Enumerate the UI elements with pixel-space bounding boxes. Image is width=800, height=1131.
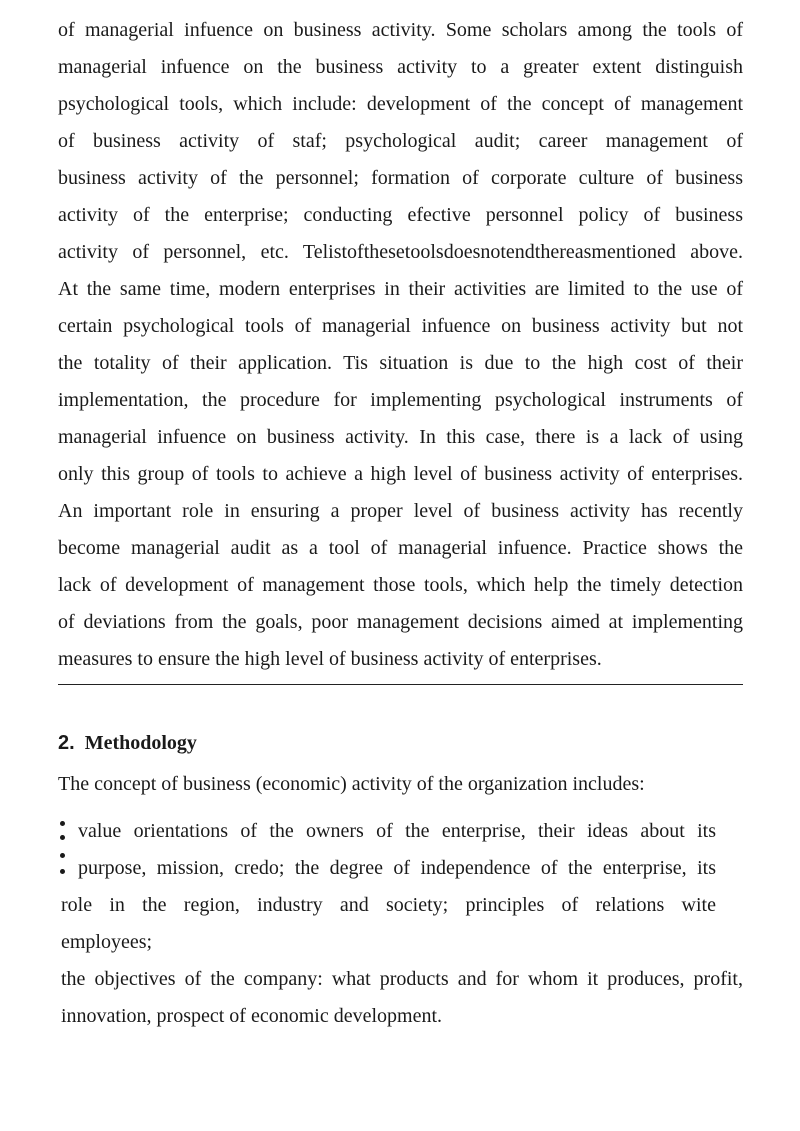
objectives-line: innovation, prospect of economic development.	[61, 1005, 443, 1027]
paragraph-line: measures to ensure the high level of business activity of enterprises.	[58, 648, 602, 670]
paragraph-line: of managerial infuence on business activity. Some scholars among the tools of	[58, 19, 743, 41]
body-paragraph	[58, 12, 743, 678]
bullet-dot-icon	[60, 821, 65, 826]
paragraph-line: activity of personnel, etc. Telistofthesetoolsdoesnotendthereasmentioned above.	[58, 241, 743, 263]
bullet-dot-icon	[60, 835, 65, 840]
paragraph-line: become managerial audit as a tool of managerial infuence. Practice shows the	[58, 537, 743, 559]
bullet-dot-icon	[60, 853, 65, 858]
section-intro: The concept of business (economic) activity of the organization includes:	[58, 773, 645, 795]
paragraph-line: managerial infuence on the business activity to a greater extent distinguish	[58, 56, 743, 78]
paragraph-line: At the same time, modern enterprises in their activities are limited to the use of	[58, 278, 743, 300]
paragraph-line: implementation, the procedure for implementing psychological instruments of	[58, 389, 743, 411]
section-number: 2.	[58, 732, 75, 754]
paragraph-line: only this group of tools to achieve a high level of business activity of enterprises.	[58, 463, 743, 485]
section-heading	[58, 728, 197, 758]
horizontal-divider	[58, 684, 743, 685]
bullet-line: employees;	[61, 931, 153, 953]
bullet-line: purpose, mission, credo; the degree of independence of the enterprise, its	[78, 857, 716, 879]
paragraph-line: psychological tools, which include: development of the concept of management	[58, 93, 743, 115]
paragraph-line: activity of the enterprise; conducting efective personnel policy of business	[58, 204, 743, 226]
objectives-item	[61, 963, 743, 1037]
paragraph-line: managerial infuence on business activity. In this case, there is a lack of using	[58, 426, 743, 448]
bullet-line: value orientations of the owners of the enterprise, their ideas about its	[78, 820, 716, 842]
objectives-line: the objectives of the company: what products and for whom it produces, profit,	[61, 968, 743, 990]
paragraph-line: of deviations from the goals, poor management decisions aimed at implementing	[58, 611, 743, 633]
bullet-dot-icon	[60, 869, 65, 874]
paragraph-line: business activity of the personnel; formation of corporate culture of business	[58, 167, 743, 189]
paragraph-line: of business activity of staf; psychological audit; career management of	[58, 130, 743, 152]
bullet-item	[61, 817, 716, 965]
bullet-line: role in the region, industry and society; principles of relations wite	[61, 894, 716, 916]
paragraph-line: An important role in ensuring a proper level of business activity has recently	[58, 500, 743, 522]
paragraph-line: certain psychological tools of managerial infuence on business activity but not	[58, 315, 743, 337]
paragraph-line: the totality of their application. Tis situation is due to the high cost of their	[58, 352, 743, 374]
paragraph-line: lack of development of management those tools, which help the timely detection	[58, 574, 743, 596]
section-title: Methodology	[84, 732, 197, 754]
